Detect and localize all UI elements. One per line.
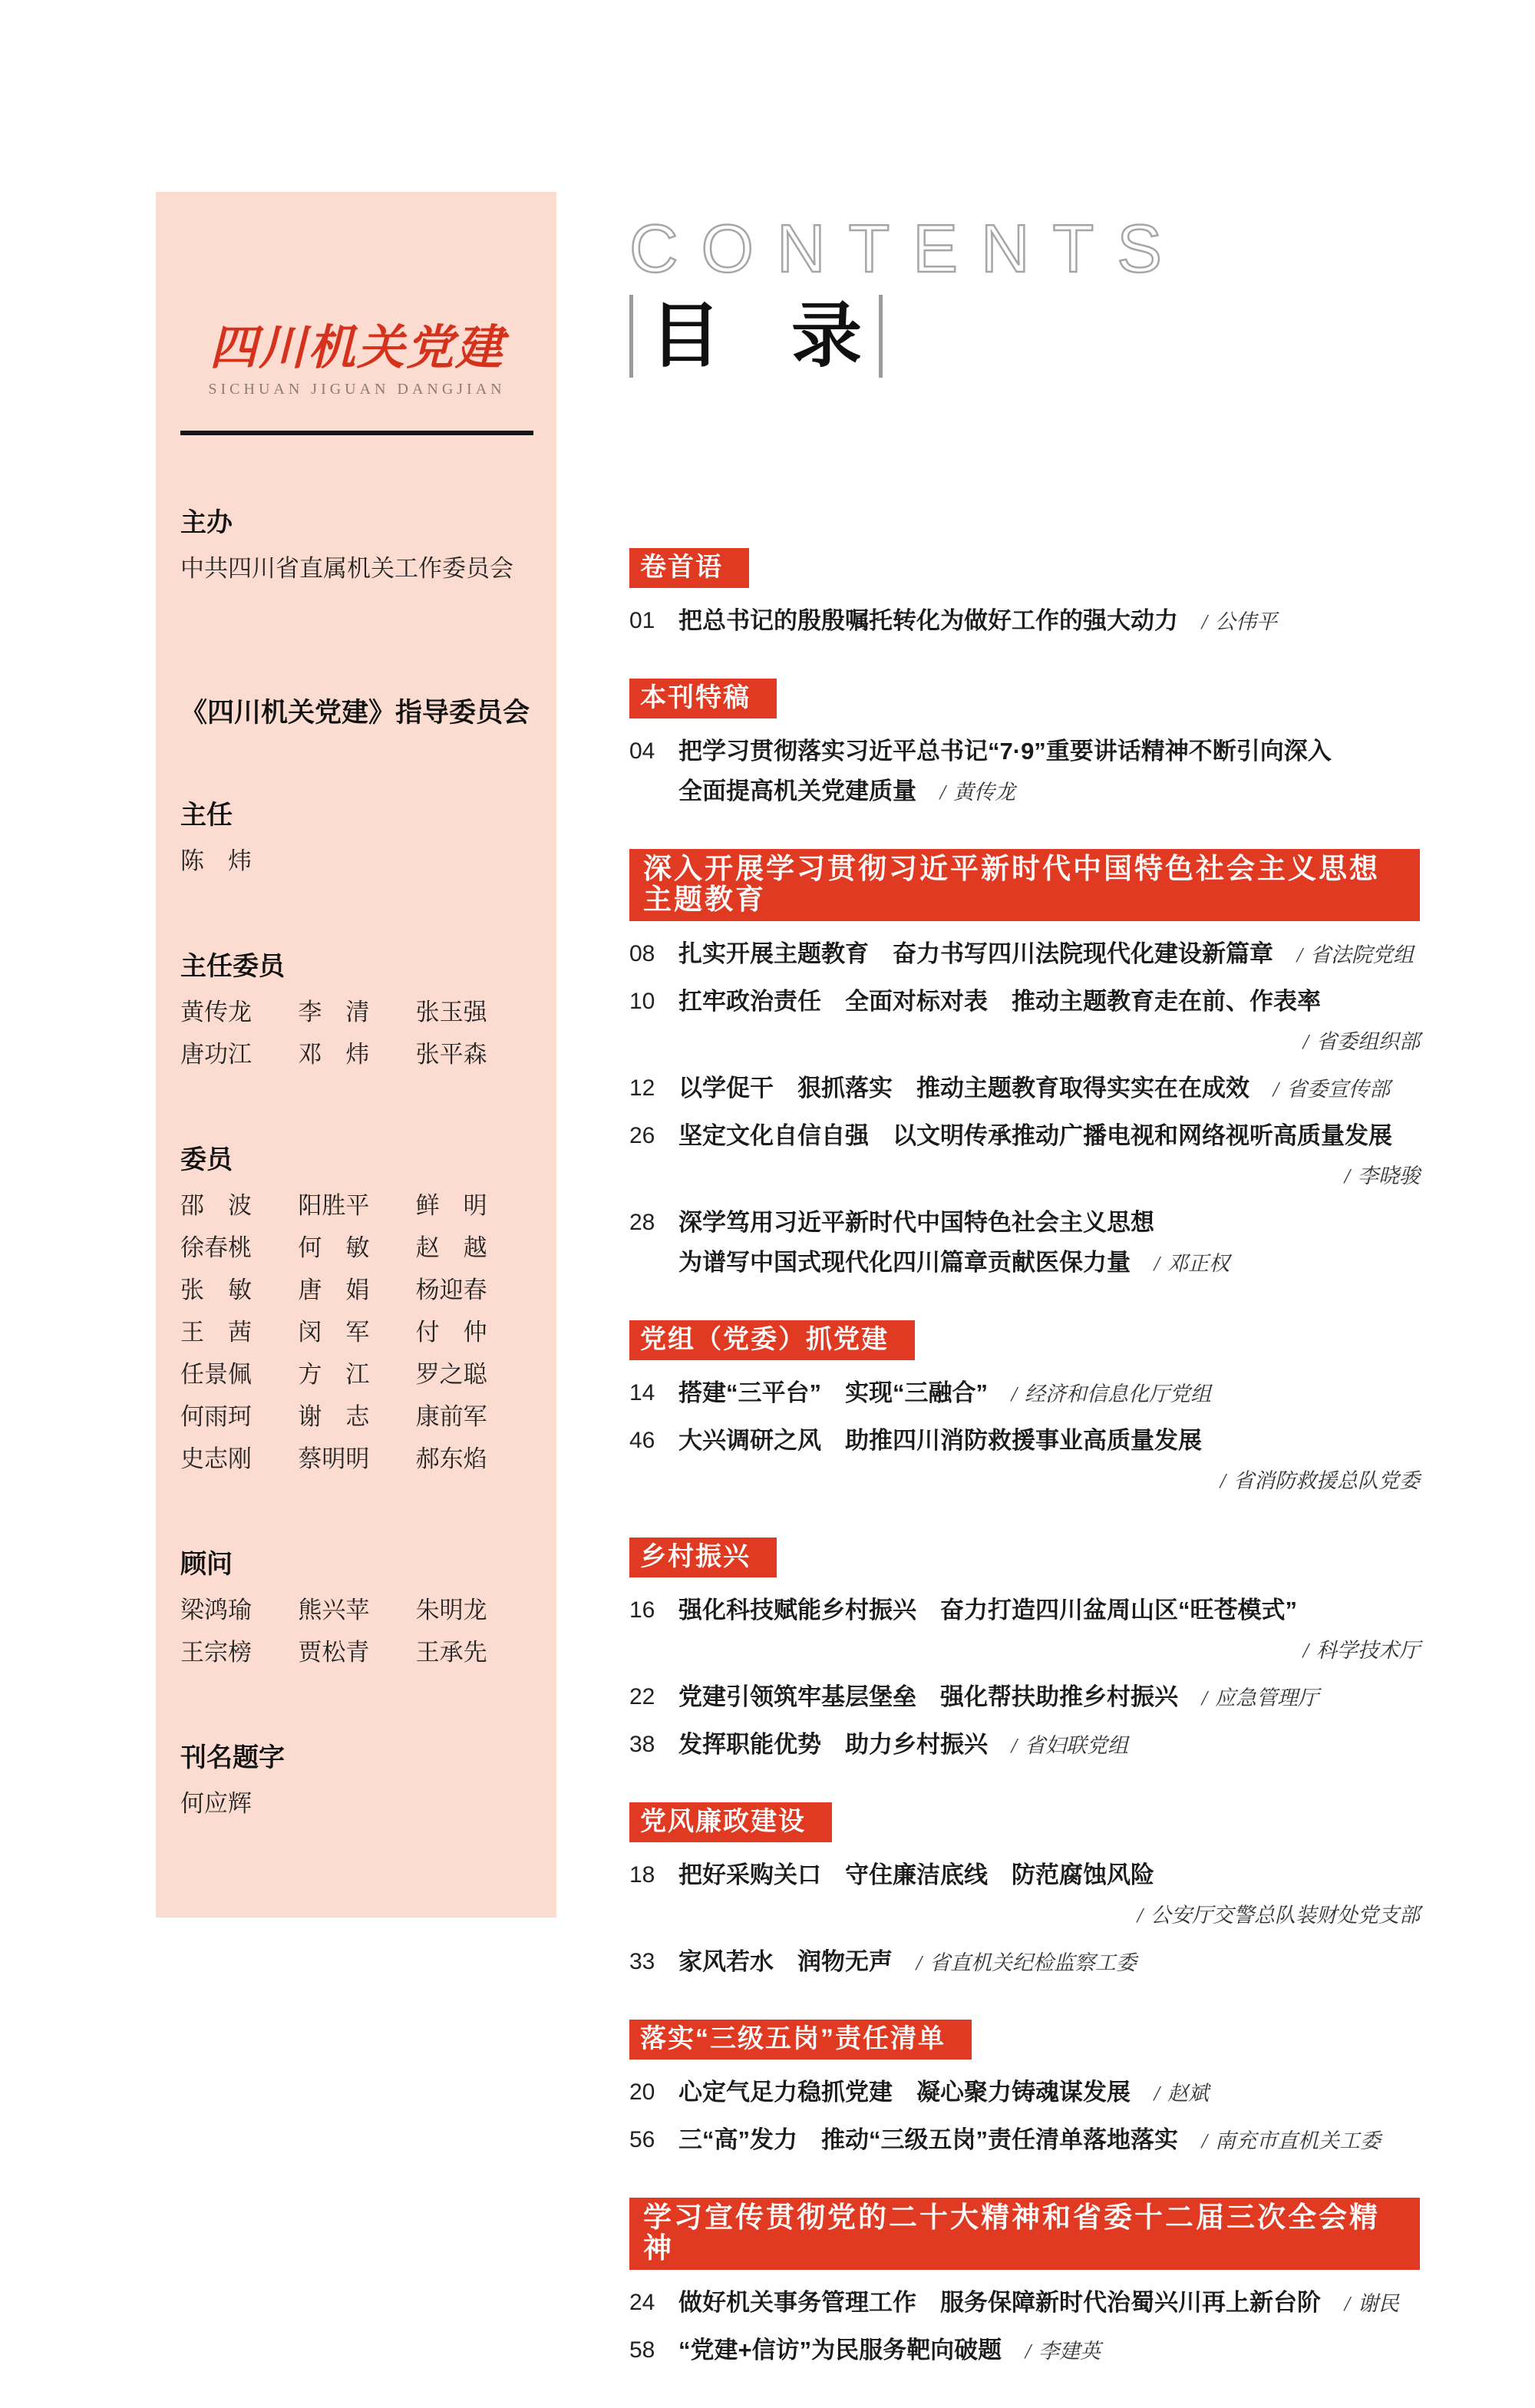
article-title: 把学习贯彻落实习近平总书记“7·9”重要讲话精神不断引向深入 [678,738,1332,765]
entry-body [678,1205,1420,1285]
author-name: 公伟平 [1214,610,1277,633]
page-number: 56 [629,2127,655,2152]
advisor-name: 王承先 [415,1639,487,1666]
entry-line [678,2285,1420,2325]
article-author [1154,1252,1230,1275]
section-badge: 乡村振兴 [629,1538,777,1577]
sidebar-divider [180,431,533,435]
article-author [1011,1382,1211,1405]
director-members-list [180,991,533,1075]
member-name: 闵 军 [298,1319,370,1346]
advisor-name: 梁鸿瑜 [180,1597,252,1624]
entry-body [678,1376,1420,1415]
member-name: 邵 波 [180,1192,252,1219]
entry-body [678,2122,1420,2162]
toc-section-sanjiwugang [629,2020,1420,2162]
entry-line [678,2333,1420,2373]
member-name: 方 江 [298,1361,370,1388]
entry-line [678,1245,1420,1285]
author-slash: / [1344,1164,1350,1187]
author-name: 经济和信息化厅党组 [1024,1382,1211,1405]
article-author [1302,1030,1420,1053]
toc-entry [629,603,1420,643]
entry-body [678,1944,1420,1984]
sidebar-inner [156,192,556,1825]
toc-section-juanshouyu [629,548,1420,643]
toc-title-row [629,295,1420,378]
toc-entry [629,1118,1420,1197]
author-slash: / [1273,1078,1279,1101]
page-number: 26 [629,1123,655,1148]
member-name: 郝东焰 [415,1445,487,1472]
author-name: 省妇联党组 [1024,1734,1128,1757]
entry-line [678,603,1420,643]
heading-advisors: 顾问 [180,1550,233,1579]
article-title: 发挥职能优势 助力乡村振兴 [678,1731,988,1758]
article-title: 党建引领筑牢基层堡垒 强化帮扶助推乡村振兴 [678,1683,1178,1710]
name-row [180,1184,533,1227]
author-name: 李建英 [1038,2340,1101,2363]
member-name: 付 仲 [415,1319,487,1346]
name-row [180,1631,533,1673]
article-author [916,1951,1137,1974]
article-title: 心定气足力稳抓党建 凝心聚力铸魂谋发展 [678,2079,1131,2106]
member-name: 张平森 [415,1041,487,1068]
director-name: 陈 炜 [180,847,252,874]
heading-director-members: 主任委员 [180,952,285,981]
page-number: 58 [629,2337,655,2363]
toc-section-dangfeng [629,1802,1420,1984]
page-number: 22 [629,1684,655,1709]
entry-body [678,1858,1420,1937]
article-author [1137,1904,1420,1927]
advisor-name: 熊兴苹 [298,1597,370,1624]
article-title: 以学促干 狠抓落实 推动主题教育取得实实在在成效 [678,1075,1249,1102]
article-author [1154,2082,1209,2105]
author-slash: / [1302,1030,1309,1053]
name-row [180,1353,533,1396]
entry-body [678,1680,1420,1719]
page-number: 10 [629,989,655,1014]
toc-section-dangzu [629,1320,1420,1502]
member-name: 张 敏 [180,1277,252,1303]
author-name: 应急管理厅 [1214,1686,1319,1709]
name-row [180,1033,533,1075]
member-name: 任景佩 [180,1361,252,1388]
sidebar [156,192,556,1917]
entry-body [678,984,1420,1063]
article-title: 做好机关事务管理工作 服务保障新时代治蜀兴川再上新台阶 [678,2289,1321,2316]
member-name: 邓 炜 [298,1041,370,1068]
name-row [180,1269,533,1311]
entry-line [678,1205,1420,1245]
entry-body [678,1118,1420,1197]
page-number: 18 [629,1862,655,1888]
article-title: 深学笃用习近平新时代中国特色社会主义思想 [678,1209,1154,1236]
article-author [1011,1734,1128,1757]
page-number: 33 [629,1949,655,1974]
entry-body [678,936,1420,976]
article-author [1220,1469,1420,1492]
author-name: 黄传龙 [952,781,1015,804]
heading-director: 主任 [180,801,233,830]
name-row [180,1396,533,1438]
article-title: 扛牢政治责任 全面对标对表 推动主题教育走在前、作表率 [678,988,1321,1015]
article-author [1201,610,1277,633]
member-name: 康前军 [415,1403,487,1430]
toc-section-ershida [629,2198,1420,2373]
advisor-name: 王宗榜 [180,1639,252,1666]
entry-line [678,1071,1420,1111]
member-name: 鲜 明 [415,1192,487,1219]
entry-author-line [678,1898,1420,1937]
toc-entry [629,1071,1420,1111]
article-title: 三“高”发力 推动“三级五岗”责任清单落地落实 [678,2126,1178,2153]
page-number: 24 [629,2290,655,2315]
entry-line [678,1593,1420,1633]
author-name: 公安厅交警总队装财处党支部 [1150,1904,1420,1927]
entry-line [678,1423,1420,1463]
entry-line [678,936,1420,976]
article-title: 强化科技赋能乡村振兴 奋力打造四川盆周山区“旺苍模式” [678,1597,1297,1624]
member-name: 张玉强 [415,999,487,1026]
advisor-name: 朱明龙 [415,1597,487,1624]
entry-body [678,1727,1420,1767]
member-name: 阳胜平 [298,1192,370,1219]
entry-author-line [678,1158,1420,1197]
page-number: 28 [629,1210,655,1235]
magazine-logo [180,192,533,398]
name-row [180,1438,533,1480]
author-name: 科学技术厅 [1316,1639,1420,1662]
article-author [1025,2340,1101,2363]
entry-line [678,774,1420,814]
entry-body [678,2333,1420,2373]
toc-entry [629,936,1420,976]
section-badge: 党风廉政建设 [629,1802,832,1842]
member-name: 王 茜 [180,1319,252,1346]
page-number: 01 [629,608,655,633]
section-badge: 学习宣传贯彻党的二十大精神和省委十二届三次全会精神 [629,2198,1420,2270]
members-list [180,1184,533,1480]
author-slash: / [1302,1639,1309,1662]
section-badge: 党组（党委）抓党建 [629,1320,915,1360]
entry-body [678,1593,1420,1672]
page-number: 20 [629,2079,655,2105]
member-name: 何雨珂 [180,1403,252,1430]
page-number: 04 [629,738,655,764]
author-name: 省法院党组 [1309,943,1414,966]
author-name: 南充市直机关工委 [1214,2129,1381,2152]
page-number: 14 [629,1380,655,1405]
article-title: “党建+信访”为民服务靶向破题 [678,2337,1002,2363]
page-number: 16 [629,1597,655,1623]
section-badge: 卷首语 [629,548,749,588]
toc-entry [629,1593,1420,1672]
entry-line [678,1376,1420,1415]
section-badge: 落实“三级五岗”责任清单 [629,2020,972,2060]
title-left-bar [629,295,633,378]
page-number: 08 [629,941,655,966]
article-author [1296,943,1414,966]
author-name: 省委组织部 [1316,1030,1420,1053]
toc-entry [629,1205,1420,1285]
author-name: 省直机关纪检监察工委 [929,1951,1137,1974]
toc-entry [629,2075,1420,2115]
entry-line [678,1727,1420,1767]
entry-body [678,734,1420,814]
title-calligrapher-name: 何应辉 [180,1790,252,1817]
heading-organizer: 主办 [180,508,233,537]
entry-body [678,603,1420,643]
article-title-line2: 全面提高机关党建质量 [678,778,916,804]
page-number: 46 [629,1428,655,1453]
author-slash: / [1011,1734,1017,1757]
member-name: 谢 志 [298,1403,370,1430]
entry-line [678,1680,1420,1719]
member-name: 蔡明明 [298,1445,370,1472]
author-name: 李晓骏 [1358,1164,1420,1187]
member-name: 赵 越 [415,1234,487,1261]
entry-author-line [678,1463,1420,1502]
author-slash: / [1296,943,1302,966]
entry-body [678,1071,1420,1111]
author-slash: / [916,1951,922,1974]
toc-entry [629,1423,1420,1502]
entry-line [678,1944,1420,1984]
name-row [180,1227,533,1269]
toc-list [629,548,1420,2373]
page-title: 目 录 [650,297,863,375]
member-name: 李 清 [298,999,370,1026]
author-name: 邓正权 [1167,1252,1230,1275]
member-name: 何 敏 [298,1234,370,1261]
author-name: 省消防救援总队党委 [1233,1469,1420,1492]
article-title: 搭建“三平台” 实现“三融合” [678,1379,988,1406]
committee-title: 《四川机关党建》指导委员会 [180,698,530,728]
author-slash: / [1201,610,1207,633]
organizer-value: 中共四川省直属机关工作委员会 [180,555,513,582]
title-right-bar [879,295,883,378]
toc-main [629,0,1420,2408]
advisor-name: 贾松青 [298,1639,370,1666]
article-title-line2: 为谱写中国式现代化四川篇章贡献医保力量 [678,1249,1131,1276]
entry-line [678,984,1420,1024]
logo-subtitle: SICHUAN JIGUAN DANGJIAN [208,381,506,398]
author-name: 谢民 [1357,2292,1399,2315]
entry-author-line [678,1024,1420,1063]
article-author [1201,2129,1381,2152]
author-slash: / [1011,1382,1017,1405]
article-title: 坚定文化自信自强 以文明传承推动广播电视和网络视听高质量发展 [678,1122,1392,1149]
contents-heading: CONTENTS [629,210,1185,286]
author-slash: / [1137,1904,1143,1927]
article-title: 把总书记的殷殷嘱托转化为做好工作的强大动力 [678,607,1178,634]
toc-entry [629,2122,1420,2162]
member-name: 杨迎春 [415,1277,487,1303]
article-author [1302,1639,1420,1662]
toc-entry [629,984,1420,1063]
author-name: 省委宣传部 [1286,1078,1390,1101]
heading-members: 委员 [180,1145,233,1174]
name-row [180,991,533,1033]
author-slash: / [1220,1469,1226,1492]
toc-section-xiangcunzhenxing [629,1538,1420,1767]
page-number: 38 [629,1732,655,1757]
toc-section-tegao [629,679,1420,814]
name-row [180,1311,533,1353]
article-title: 家风若水 润物无声 [678,1948,893,1975]
article-title: 大兴调研之风 助推四川消防救援事业高质量发展 [678,1427,1202,1454]
entry-body [678,1423,1420,1502]
entry-line [678,2075,1420,2115]
entry-line [678,1858,1420,1898]
author-slash: / [1154,1252,1160,1275]
section-badge: 本刊特稿 [629,679,777,718]
article-author [1273,1078,1390,1101]
author-slash: / [1201,2129,1207,2152]
section-badge: 深入开展学习贯彻习近平新时代中国特色社会主义思想主题教育 [629,849,1420,921]
article-title: 扎实开展主题教育 奋力书写四川法院现代化建设新篇章 [678,940,1273,967]
author-slash: / [939,781,946,804]
heading-title-calligrapher: 刊名题字 [180,1743,285,1772]
article-title: 把好采购关口 守住廉洁底线 防范腐蚀风险 [678,1861,1154,1888]
page-number: 12 [629,1075,655,1101]
toc-entry [629,1727,1420,1767]
toc-entry [629,1680,1420,1719]
member-name: 黄传龙 [180,999,252,1026]
author-name: 赵斌 [1167,2082,1209,2105]
entry-line [678,1118,1420,1158]
toc-entry [629,2285,1420,2325]
member-name: 唐 娟 [298,1277,370,1303]
member-name: 史志刚 [180,1445,252,1472]
author-slash: / [1025,2340,1032,2363]
toc-entry [629,734,1420,814]
advisors-list [180,1589,533,1673]
article-author [1344,1164,1420,1187]
author-slash: / [1201,1686,1207,1709]
article-author [1344,2292,1399,2315]
name-row [180,1589,533,1631]
article-author [1201,1686,1319,1709]
member-name: 唐功江 [180,1041,252,1068]
entry-line [678,734,1420,774]
member-name: 徐春桃 [180,1234,252,1261]
toc-entry [629,1376,1420,1415]
toc-entry [629,1944,1420,1984]
toc-entry [629,1858,1420,1937]
entry-author-line [678,1633,1420,1672]
article-author [939,781,1015,804]
toc-entry [629,2333,1420,2373]
author-slash: / [1154,2082,1160,2105]
author-slash: / [1344,2292,1350,2315]
entry-body [678,2075,1420,2115]
entry-body [678,2285,1420,2325]
toc-section-zhutijiaoyu [629,849,1420,1285]
logo-calligraphy-text: 四川机关党建 [209,319,504,375]
entry-line [678,2122,1420,2162]
member-name: 罗之聪 [415,1361,487,1388]
